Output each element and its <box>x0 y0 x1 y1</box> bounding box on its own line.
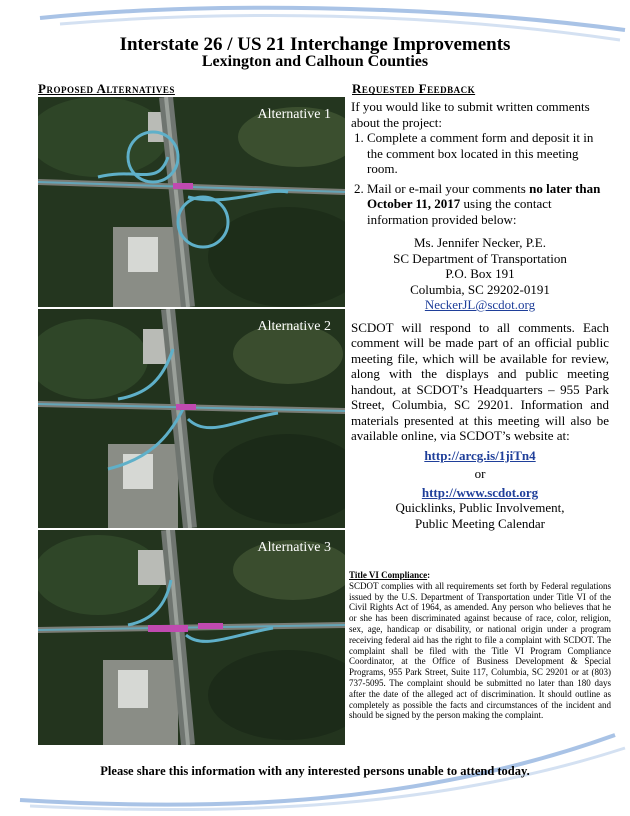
scdot-website-link[interactable]: http://www.scdot.org <box>421 484 539 500</box>
footer-note: Please share this information with any interested persons unable to attend today. <box>100 764 530 778</box>
step2-text-end: using the contact information provided below: <box>367 196 552 227</box>
alternative-1-map <box>38 97 345 307</box>
contact-po-box: P.O. Box 191 <box>445 266 515 281</box>
feedback-intro: If you would like to submit written comments about the project: <box>351 99 590 130</box>
alternative-3-map <box>38 530 345 745</box>
deadline-text: no later than October 11, 2017 <box>367 180 601 211</box>
alternative-2-label: Alternative 2 <box>257 319 331 334</box>
quicklinks-text: Quicklinks, Public Involvement, <box>395 500 565 515</box>
step-comment-form: 1. Complete a comment form and deposit it in the comment box located in this meeting room. <box>367 130 609 177</box>
feedback-steps <box>351 130 609 227</box>
calendar-text: Public Meeting Calendar <box>415 515 545 531</box>
step-mail-email <box>367 181 609 228</box>
feedback-section <box>351 99 609 531</box>
title-vi-colon: : <box>427 570 431 580</box>
contact-name: Ms. Jennifer Necker, P.E. <box>414 235 546 250</box>
response-paragraph: SCDOT will respond to all comments. Each comment will be made part of an official public meeting file, which will be available for review, along with the displays and public meeting handout, at SCDOT’s Headquarters – 955 Park Street, Columbia, SC 29201. Information and materials presented at this meeting will also be available online, via SCDOT’s website at: <box>351 319 609 443</box>
alternative-3-label: Alternative 3 <box>257 540 331 555</box>
title-vi-heading: Title VI Compliance <box>349 570 428 580</box>
requested-feedback-heading: Requested Feedback <box>352 81 476 96</box>
step2-text: Mail or e-mail your comments <box>367 180 530 196</box>
arcgis-link[interactable]: http://arcg.is/1jiTn4 <box>424 447 536 463</box>
alternative-2-map <box>38 309 345 528</box>
aerial-image <box>38 530 345 745</box>
aerial-image <box>38 309 345 528</box>
contact-org: SC Department of Transportation <box>393 250 567 266</box>
page-title: Interstate 26 / US 21 Interchange Improvements <box>119 34 511 55</box>
contact-email-link[interactable]: NeckerJL@scdot.org <box>424 297 536 312</box>
contact-city: Columbia, SC 29202-0191 <box>410 281 550 297</box>
proposed-alternatives-heading: Proposed Alternatives <box>38 81 175 96</box>
or-text: or <box>474 466 486 481</box>
aerial-image <box>38 97 345 307</box>
page-subtitle: Lexington and Calhoun Counties <box>201 53 429 70</box>
title-vi-body: SCDOT complies with all requirements set forth by Federal regulations issued by the U.S. Department of Transportation under Title VI of the Civil Rights Act of 1964, as amended. Any person who believes that he or she has been discriminated against because of race, color, religion, sex, age, handicap or disability, or national origin under a program receiving federal aid has the right to file a complaint with SCDOT. The complaint shall be filed with the Title VI Program Compliance Coordinator, at the Office of Business Development & Special Programs, 955 Park Street, Suite 117, Columbia, SC 29201 or at (803) 737-5095. The complaint should be submitted no later than 180 days after the date of the alleged act of discrimination. It should outline as completely as possible the facts and circumstances of the incident and should be signed by the person making the complaint. <box>349 580 611 721</box>
alternatives-maps <box>38 97 345 745</box>
title-vi-compliance <box>349 570 611 721</box>
alternative-1-label: Alternative 1 <box>257 107 331 122</box>
contact-info <box>351 235 609 313</box>
